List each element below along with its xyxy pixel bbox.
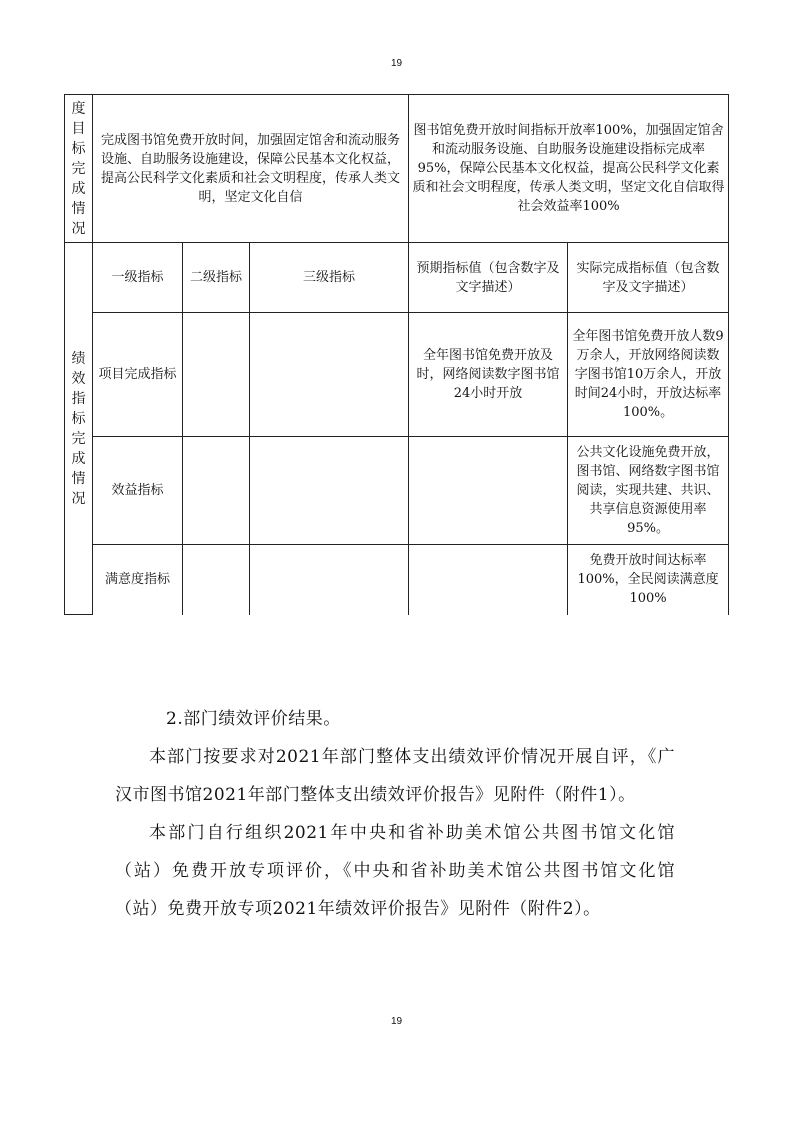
row-expected: 全年图书馆免费开放及时，网络阅读数字图书馆24小时开放 [409, 313, 568, 437]
goal-result-cell: 图书馆免费开放时间指标开放率100%，加强固定馆舍和流动服务设施、自助服务设施建设指标完成率95%，保障公民基本文化权益，提高公民科学文化素质和社会文明程度，传承人类文明，坚定文化自信取得社会效益率100% [409, 95, 729, 243]
body-text [115, 700, 675, 928]
header-level3: 三级指标 [250, 243, 409, 313]
table-row [65, 313, 729, 437]
section-heading: 2.部门绩效评价结果。 [166, 709, 341, 729]
row-level2 [183, 545, 250, 615]
row-level1: 效益指标 [93, 437, 183, 545]
row-expected [409, 437, 568, 545]
header-expected: 预期指标值（包含数字及文字描述） [409, 243, 568, 313]
row-actual: 全年图书馆免费开放人数9万余人，开放网络阅读数字图书馆10万余人，开放时间24小时，开放达标率100%。 [568, 313, 729, 437]
header-level1: 一级指标 [93, 243, 183, 313]
indicator-header-row [65, 243, 729, 313]
table-row [65, 437, 729, 545]
row-level3 [250, 437, 409, 545]
indicator-section-label: 绩效指标完成情况 [65, 243, 93, 615]
paragraph-1: 本部门按要求对2021年部门整体支出绩效评价情况开展自评，《广汉市图书馆2021年部门整体支出绩效评价报告》见附件（附件1）。 [115, 747, 675, 805]
row-level3 [250, 545, 409, 615]
goal-row-label: 度目标完成情况 [65, 95, 93, 243]
row-level1: 满意度指标 [93, 545, 183, 615]
row-level2 [183, 437, 250, 545]
page-number-top: 19 [390, 58, 403, 69]
row-actual: 公共文化设施免费开放，图书馆、网络数字图书馆阅读，实现共建、共识、共享信息资源使用率95%。 [568, 437, 729, 545]
goal-row [65, 95, 729, 243]
page-number-bottom: 19 [390, 1016, 403, 1027]
row-level2 [183, 313, 250, 437]
table-row [65, 545, 729, 615]
header-actual: 实际完成指标值（包含数字及文字描述） [568, 243, 729, 313]
header-level2: 二级指标 [183, 243, 250, 313]
goal-text-cell: 完成图书馆免费开放时间，加强固定馆舍和流动服务设施、自助服务设施建设，保障公民基本文化权益，提高公民科学文化素质和社会文明程度，传承人类文明，坚定文化自信 [93, 95, 409, 243]
row-level3 [250, 313, 409, 437]
performance-table [64, 94, 729, 615]
paragraph-2: 本部门自行组织2021年中央和省补助美术馆公共图书馆文化馆（站）免费开放专项评价，《中央和省补助美术馆公共图书馆文化馆（站）免费开放专项2021年绩效评价报告》见附件（附件2）。 [115, 823, 675, 919]
row-level1: 项目完成指标 [93, 313, 183, 437]
row-actual: 免费开放时间达标率100%，全民阅读满意度100% [568, 545, 729, 615]
row-expected [409, 545, 568, 615]
